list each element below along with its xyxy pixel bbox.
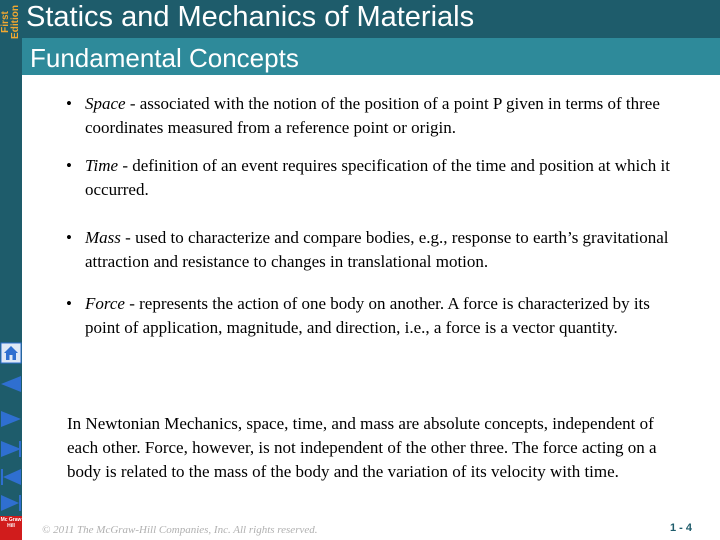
edition-label [0, 0, 22, 44]
home-icon[interactable] [0, 342, 22, 364]
concept-term: Time [85, 156, 119, 175]
mcgraw-hill-logo: Mc Graw Hill [0, 516, 22, 540]
list-item: • Space - associated with the notion of the position of a point P given in terms of three coordinates measured from a reference point or origin. [66, 94, 660, 137]
concept-term: Mass [85, 228, 121, 247]
slide-subtitle: Fundamental Concepts [30, 43, 299, 73]
back-icon[interactable] [0, 408, 22, 430]
page-number: 1 - 4 [669, 522, 692, 534]
concept-text: - used to characterize and compare bodies, e.g., response to earth’s gravitational attraction and resistance to changes in translational motion. [85, 228, 669, 271]
concept-term: Force [85, 294, 125, 313]
list-item: • Time - definition of an event requires specification of the time and position at which it occurred. [66, 156, 670, 199]
concept-text: - definition of an event requires specification of the time and position at which it occurred. [85, 156, 670, 199]
summary-paragraph: In Newtonian Mechanics, space, time, and mass are absolute concepts, independent of each other. Force, however, is not independent of the other three. The force acting on a body is related to the mass of the body and the variation of its velocity with time. [67, 414, 657, 481]
next-icon[interactable] [0, 438, 22, 460]
last-icon[interactable] [0, 492, 22, 514]
list-item: • Mass - used to characterize and compare bodies, e.g., response to earth’s gravitational attraction and resistance to changes in translational motion. [66, 228, 669, 271]
edition-line-1: First [0, 11, 11, 33]
previous-icon[interactable] [0, 373, 22, 395]
edition-line-2: Edition [10, 5, 21, 39]
concept-text: - associated with the notion of the position of a point P given in terms of three coordinates measured from a reference point or origin. [85, 94, 660, 137]
copyright-notice: © 2011 The McGraw-Hill Companies, Inc. All rights reserved. [42, 524, 318, 536]
concept-term: Space [85, 94, 126, 113]
page-title: Statics and Mechanics of Materials [26, 1, 475, 33]
concept-text: - represents the action of one body on another. A force is characterized by its point of application, magnitude, and direction, i.e., a force is a vector quantity. [85, 294, 650, 337]
list-item: • Force - represents the action of one body on another. A force is characterized by its point of application, magnitude, and direction, i.e., a force is a vector quantity. [66, 294, 650, 337]
concept-list [62, 92, 682, 340]
first-icon[interactable] [0, 466, 22, 488]
